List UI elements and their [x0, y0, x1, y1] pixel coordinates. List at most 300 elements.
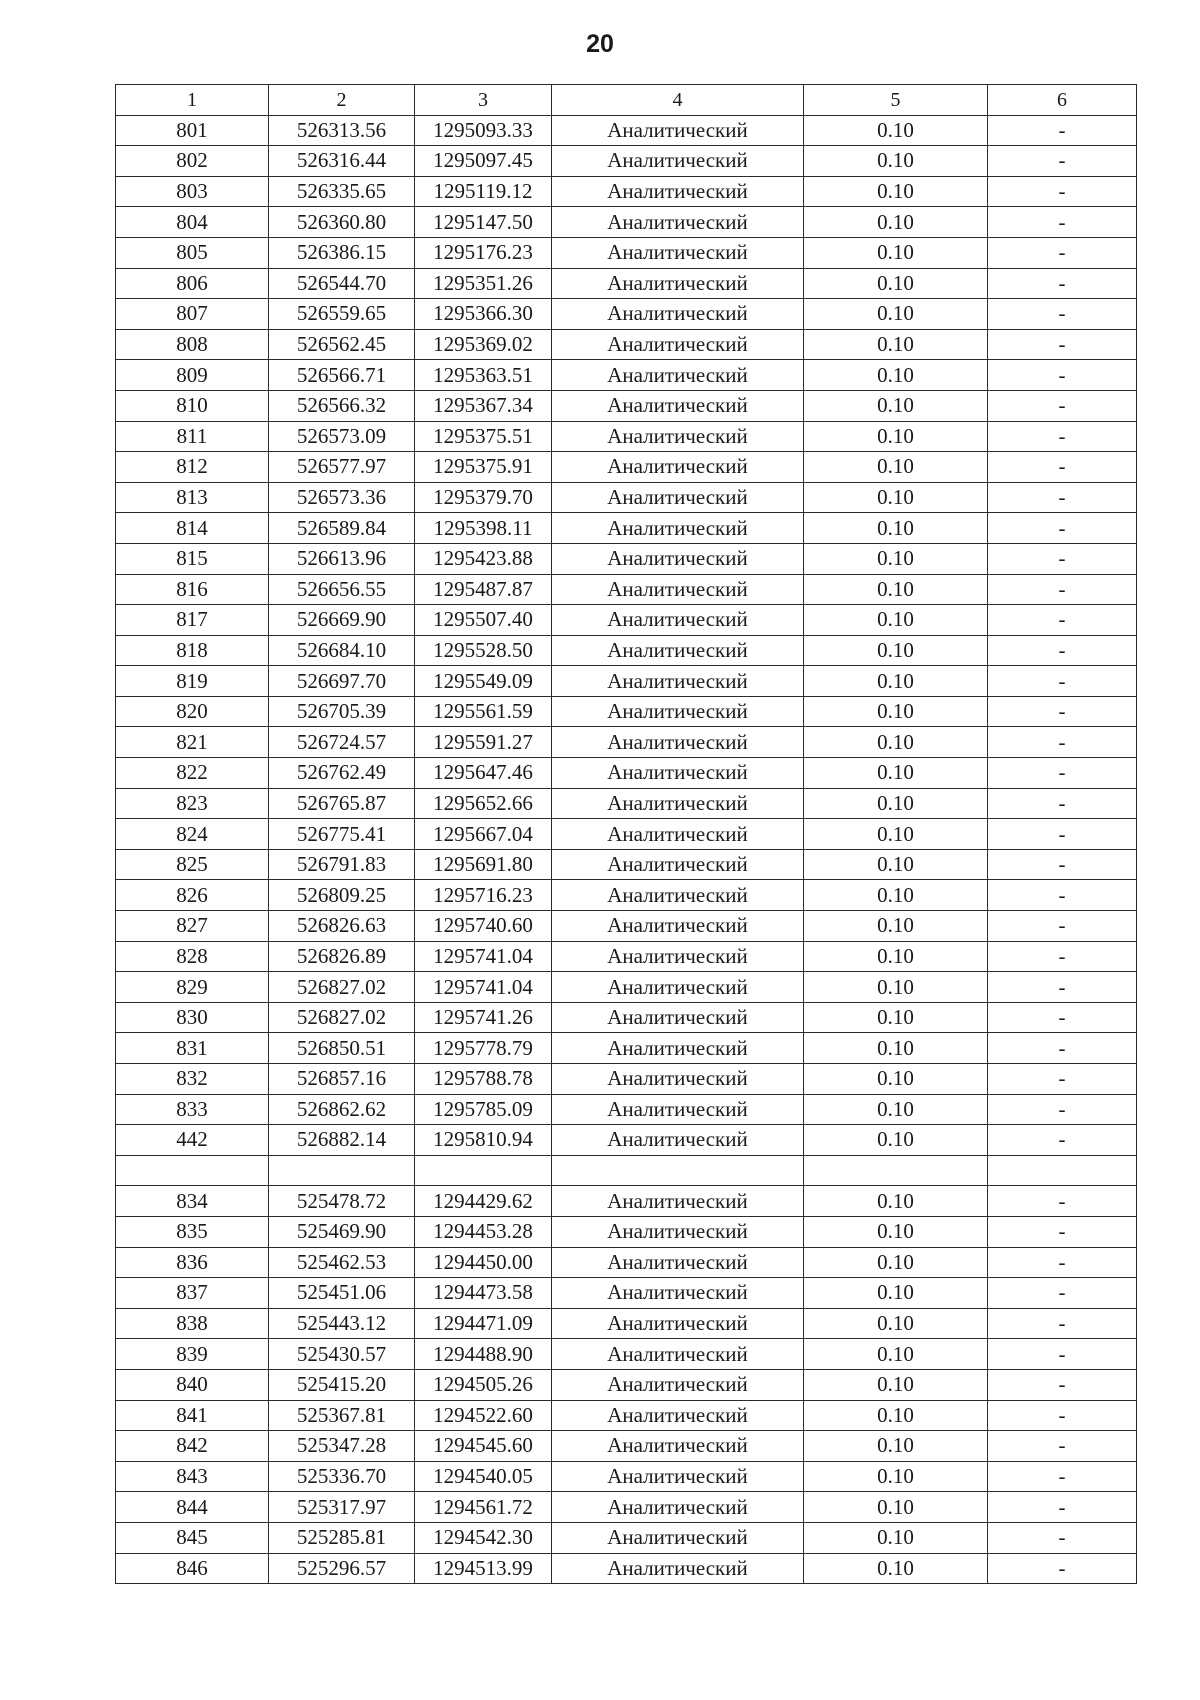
- x-coordinate-cell: 526562.45: [269, 329, 415, 360]
- table-row: [116, 543, 1137, 574]
- method-cell: Аналитический: [552, 788, 804, 819]
- table-row: [116, 1400, 1137, 1431]
- point-number-cell: 811: [116, 421, 269, 452]
- table-row: [116, 1155, 1137, 1186]
- y-coordinate-cell: 1294545.60: [415, 1431, 552, 1462]
- point-number-cell: 803: [116, 176, 269, 207]
- accuracy-cell: 0.10: [804, 482, 988, 513]
- note-cell: -: [988, 635, 1137, 666]
- note-cell: -: [988, 1278, 1137, 1309]
- note-cell: -: [988, 1125, 1137, 1156]
- x-coordinate-cell: 526882.14: [269, 1125, 415, 1156]
- y-coordinate-cell: 1295507.40: [415, 605, 552, 636]
- point-number-cell: 837: [116, 1278, 269, 1309]
- table-row: [116, 207, 1137, 238]
- column-header: 3: [415, 85, 552, 116]
- point-number-cell: 809: [116, 360, 269, 391]
- method-cell: Аналитический: [552, 452, 804, 483]
- method-cell: Аналитический: [552, 696, 804, 727]
- y-coordinate-cell: 1295561.59: [415, 696, 552, 727]
- note-cell: -: [988, 911, 1137, 942]
- note-cell: -: [988, 1094, 1137, 1125]
- table-row: [116, 941, 1137, 972]
- x-coordinate-cell: 526613.96: [269, 543, 415, 574]
- method-cell: Аналитический: [552, 482, 804, 513]
- table-row: [116, 635, 1137, 666]
- method-cell: Аналитический: [552, 1064, 804, 1095]
- x-coordinate-cell: 526850.51: [269, 1033, 415, 1064]
- note-cell: -: [988, 1308, 1137, 1339]
- y-coordinate-cell: 1295375.51: [415, 421, 552, 452]
- note-cell: -: [988, 421, 1137, 452]
- table-row: [116, 758, 1137, 789]
- table-row: [116, 1461, 1137, 1492]
- point-number-cell: 839: [116, 1339, 269, 1370]
- table-row: [116, 421, 1137, 452]
- accuracy-cell: 0.10: [804, 329, 988, 360]
- y-coordinate-cell: 1294540.05: [415, 1461, 552, 1492]
- accuracy-cell: 0.10: [804, 1278, 988, 1309]
- method-cell: Аналитический: [552, 1094, 804, 1125]
- note-cell: -: [988, 1431, 1137, 1462]
- method-cell: Аналитический: [552, 1033, 804, 1064]
- x-coordinate-cell: 526656.55: [269, 574, 415, 605]
- accuracy-cell: 0.10: [804, 1094, 988, 1125]
- x-coordinate-cell: 525415.20: [269, 1369, 415, 1400]
- point-number-cell: 816: [116, 574, 269, 605]
- accuracy-cell: 0.10: [804, 1431, 988, 1462]
- y-coordinate-cell: 1295741.26: [415, 1002, 552, 1033]
- note-cell: [988, 1155, 1137, 1186]
- point-number-cell: 833: [116, 1094, 269, 1125]
- y-coordinate-cell: 1295716.23: [415, 880, 552, 911]
- x-coordinate-cell: 526559.65: [269, 299, 415, 330]
- note-cell: -: [988, 360, 1137, 391]
- y-coordinate-cell: 1295778.79: [415, 1033, 552, 1064]
- y-coordinate-cell: 1294522.60: [415, 1400, 552, 1431]
- accuracy-cell: 0.10: [804, 1308, 988, 1339]
- note-cell: -: [988, 727, 1137, 758]
- x-coordinate-cell: 526573.09: [269, 421, 415, 452]
- accuracy-cell: 0.10: [804, 941, 988, 972]
- point-number-cell: 826: [116, 880, 269, 911]
- note-cell: -: [988, 819, 1137, 850]
- x-coordinate-cell: 525451.06: [269, 1278, 415, 1309]
- method-cell: Аналитический: [552, 819, 804, 850]
- table-row: [116, 176, 1137, 207]
- x-coordinate-cell: 525347.28: [269, 1431, 415, 1462]
- table-row: [116, 1094, 1137, 1125]
- note-cell: -: [988, 268, 1137, 299]
- accuracy-cell: 0.10: [804, 237, 988, 268]
- accuracy-cell: 0.10: [804, 788, 988, 819]
- method-cell: Аналитический: [552, 972, 804, 1003]
- column-header: 5: [804, 85, 988, 116]
- x-coordinate-cell: 526566.32: [269, 390, 415, 421]
- x-coordinate-cell: 526684.10: [269, 635, 415, 666]
- accuracy-cell: 0.10: [804, 1002, 988, 1033]
- accuracy-cell: 0.10: [804, 146, 988, 177]
- point-number-cell: 846: [116, 1553, 269, 1584]
- x-coordinate-cell: 526360.80: [269, 207, 415, 238]
- method-cell: Аналитический: [552, 880, 804, 911]
- x-coordinate-cell: 525296.57: [269, 1553, 415, 1584]
- point-number-cell: 814: [116, 513, 269, 544]
- y-coordinate-cell: 1295549.09: [415, 666, 552, 697]
- method-cell: [552, 1155, 804, 1186]
- note-cell: -: [988, 299, 1137, 330]
- page-number: 20: [586, 30, 614, 58]
- x-coordinate-cell: 526697.70: [269, 666, 415, 697]
- x-coordinate-cell: 526335.65: [269, 176, 415, 207]
- method-cell: Аналитический: [552, 176, 804, 207]
- method-cell: Аналитический: [552, 941, 804, 972]
- accuracy-cell: 0.10: [804, 1216, 988, 1247]
- point-number-cell: 807: [116, 299, 269, 330]
- x-coordinate-cell: 526826.89: [269, 941, 415, 972]
- note-cell: -: [988, 482, 1137, 513]
- table-row: [116, 1431, 1137, 1462]
- accuracy-cell: 0.10: [804, 1461, 988, 1492]
- method-cell: Аналитический: [552, 911, 804, 942]
- table-row: [116, 972, 1137, 1003]
- table-row: [116, 1247, 1137, 1278]
- point-number-cell: 817: [116, 605, 269, 636]
- y-coordinate-cell: 1295093.33: [415, 115, 552, 146]
- table-row: [116, 452, 1137, 483]
- note-cell: -: [988, 605, 1137, 636]
- accuracy-cell: 0.10: [804, 1400, 988, 1431]
- method-cell: Аналитический: [552, 329, 804, 360]
- point-number-cell: 801: [116, 115, 269, 146]
- note-cell: -: [988, 758, 1137, 789]
- method-cell: Аналитический: [552, 360, 804, 391]
- accuracy-cell: 0.10: [804, 360, 988, 391]
- accuracy-cell: 0.10: [804, 1186, 988, 1217]
- point-number-cell: 829: [116, 972, 269, 1003]
- table-row: [116, 268, 1137, 299]
- accuracy-cell: 0.10: [804, 1125, 988, 1156]
- x-coordinate-cell: 526724.57: [269, 727, 415, 758]
- y-coordinate-cell: 1295741.04: [415, 941, 552, 972]
- point-number-cell: 806: [116, 268, 269, 299]
- y-coordinate-cell: 1295097.45: [415, 146, 552, 177]
- x-coordinate-cell: 525336.70: [269, 1461, 415, 1492]
- table-row: [116, 849, 1137, 880]
- point-number-cell: 820: [116, 696, 269, 727]
- x-coordinate-cell: 526826.63: [269, 911, 415, 942]
- x-coordinate-cell: 526316.44: [269, 146, 415, 177]
- coordinates-table: [115, 84, 1137, 1584]
- accuracy-cell: 0.10: [804, 176, 988, 207]
- table-row: [116, 482, 1137, 513]
- accuracy-cell: 0.10: [804, 972, 988, 1003]
- x-coordinate-cell: 525462.53: [269, 1247, 415, 1278]
- note-cell: -: [988, 1216, 1137, 1247]
- point-number-cell: 804: [116, 207, 269, 238]
- y-coordinate-cell: 1295487.87: [415, 574, 552, 605]
- point-number-cell: 827: [116, 911, 269, 942]
- point-number-cell: 832: [116, 1064, 269, 1095]
- method-cell: Аналитический: [552, 421, 804, 452]
- table-row: [116, 237, 1137, 268]
- x-coordinate-cell: 526386.15: [269, 237, 415, 268]
- accuracy-cell: 0.10: [804, 727, 988, 758]
- point-number-cell: 810: [116, 390, 269, 421]
- x-coordinate-cell: 526827.02: [269, 972, 415, 1003]
- accuracy-cell: 0.10: [804, 1522, 988, 1553]
- accuracy-cell: 0.10: [804, 390, 988, 421]
- point-number-cell: 828: [116, 941, 269, 972]
- accuracy-cell: 0.10: [804, 635, 988, 666]
- point-number-cell: 813: [116, 482, 269, 513]
- x-coordinate-cell: 526775.41: [269, 819, 415, 850]
- point-number-cell: 802: [116, 146, 269, 177]
- x-coordinate-cell: 526857.16: [269, 1064, 415, 1095]
- x-coordinate-cell: 525443.12: [269, 1308, 415, 1339]
- method-cell: Аналитический: [552, 758, 804, 789]
- y-coordinate-cell: 1295379.70: [415, 482, 552, 513]
- note-cell: -: [988, 696, 1137, 727]
- point-number-cell: 815: [116, 543, 269, 574]
- x-coordinate-cell: 526313.56: [269, 115, 415, 146]
- accuracy-cell: 0.10: [804, 452, 988, 483]
- y-coordinate-cell: 1295366.30: [415, 299, 552, 330]
- accuracy-cell: 0.10: [804, 513, 988, 544]
- accuracy-cell: 0.10: [804, 1339, 988, 1370]
- point-number-cell: 838: [116, 1308, 269, 1339]
- accuracy-cell: 0.10: [804, 1033, 988, 1064]
- point-number-cell: 840: [116, 1369, 269, 1400]
- method-cell: Аналитический: [552, 1186, 804, 1217]
- point-number-cell: 822: [116, 758, 269, 789]
- y-coordinate-cell: 1294473.58: [415, 1278, 552, 1309]
- method-cell: Аналитический: [552, 727, 804, 758]
- method-cell: Аналитический: [552, 849, 804, 880]
- y-coordinate-cell: 1295741.04: [415, 972, 552, 1003]
- note-cell: -: [988, 1522, 1137, 1553]
- table-row: [116, 1339, 1137, 1370]
- y-coordinate-cell: 1295788.78: [415, 1064, 552, 1095]
- method-cell: Аналитический: [552, 1308, 804, 1339]
- method-cell: Аналитический: [552, 390, 804, 421]
- note-cell: -: [988, 574, 1137, 605]
- point-number-cell: 825: [116, 849, 269, 880]
- column-header: 2: [269, 85, 415, 116]
- table-row: [116, 666, 1137, 697]
- method-cell: Аналитический: [552, 1278, 804, 1309]
- table-row: [116, 1308, 1137, 1339]
- y-coordinate-cell: 1295785.09: [415, 1094, 552, 1125]
- point-number-cell: 805: [116, 237, 269, 268]
- y-coordinate-cell: 1295647.46: [415, 758, 552, 789]
- y-coordinate-cell: 1295367.34: [415, 390, 552, 421]
- column-header: 4: [552, 85, 804, 116]
- method-cell: Аналитический: [552, 1125, 804, 1156]
- x-coordinate-cell: 525367.81: [269, 1400, 415, 1431]
- point-number-cell: 808: [116, 329, 269, 360]
- method-cell: Аналитический: [552, 666, 804, 697]
- table-row: [116, 1064, 1137, 1095]
- table-row: [116, 880, 1137, 911]
- method-cell: Аналитический: [552, 1431, 804, 1462]
- y-coordinate-cell: 1294471.09: [415, 1308, 552, 1339]
- y-coordinate-cell: 1294453.28: [415, 1216, 552, 1247]
- x-coordinate-cell: 525478.72: [269, 1186, 415, 1217]
- x-coordinate-cell: 526791.83: [269, 849, 415, 880]
- y-coordinate-cell: 1294429.62: [415, 1186, 552, 1217]
- y-coordinate-cell: [415, 1155, 552, 1186]
- note-cell: -: [988, 972, 1137, 1003]
- y-coordinate-cell: 1294542.30: [415, 1522, 552, 1553]
- method-cell: Аналитический: [552, 1492, 804, 1523]
- point-number-cell: 845: [116, 1522, 269, 1553]
- note-cell: -: [988, 1400, 1137, 1431]
- point-number-cell: 824: [116, 819, 269, 850]
- x-coordinate-cell: 525285.81: [269, 1522, 415, 1553]
- method-cell: Аналитический: [552, 1522, 804, 1553]
- accuracy-cell: 0.10: [804, 605, 988, 636]
- point-number-cell: 835: [116, 1216, 269, 1247]
- point-number-cell: 843: [116, 1461, 269, 1492]
- point-number-cell: 836: [116, 1247, 269, 1278]
- accuracy-cell: 0.10: [804, 207, 988, 238]
- accuracy-cell: 0.10: [804, 1369, 988, 1400]
- note-cell: -: [988, 1461, 1137, 1492]
- note-cell: -: [988, 880, 1137, 911]
- table-row: [116, 1002, 1137, 1033]
- point-number-cell: 821: [116, 727, 269, 758]
- column-header: 1: [116, 85, 269, 116]
- note-cell: -: [988, 329, 1137, 360]
- x-coordinate-cell: 525317.97: [269, 1492, 415, 1523]
- header-row: [116, 85, 1137, 116]
- method-cell: Аналитический: [552, 237, 804, 268]
- x-coordinate-cell: 525430.57: [269, 1339, 415, 1370]
- table-row: [116, 727, 1137, 758]
- method-cell: Аналитический: [552, 1216, 804, 1247]
- x-coordinate-cell: 526577.97: [269, 452, 415, 483]
- note-cell: -: [988, 543, 1137, 574]
- table-row: [116, 605, 1137, 636]
- method-cell: Аналитический: [552, 207, 804, 238]
- method-cell: Аналитический: [552, 635, 804, 666]
- method-cell: Аналитический: [552, 299, 804, 330]
- accuracy-cell: 0.10: [804, 819, 988, 850]
- table-row: [116, 513, 1137, 544]
- point-number-cell: 834: [116, 1186, 269, 1217]
- table-body: [116, 115, 1137, 1584]
- y-coordinate-cell: 1294488.90: [415, 1339, 552, 1370]
- note-cell: -: [988, 1064, 1137, 1095]
- y-coordinate-cell: 1294505.26: [415, 1369, 552, 1400]
- note-cell: -: [988, 1186, 1137, 1217]
- note-cell: -: [988, 1033, 1137, 1064]
- accuracy-cell: 0.10: [804, 421, 988, 452]
- method-cell: Аналитический: [552, 1553, 804, 1584]
- point-number-cell: 819: [116, 666, 269, 697]
- accuracy-cell: 0.10: [804, 696, 988, 727]
- note-cell: -: [988, 452, 1137, 483]
- x-coordinate-cell: 526762.49: [269, 758, 415, 789]
- note-cell: -: [988, 513, 1137, 544]
- note-cell: -: [988, 849, 1137, 880]
- table-row: [116, 360, 1137, 391]
- method-cell: Аналитический: [552, 1247, 804, 1278]
- method-cell: Аналитический: [552, 605, 804, 636]
- accuracy-cell: [804, 1155, 988, 1186]
- y-coordinate-cell: 1295667.04: [415, 819, 552, 850]
- accuracy-cell: 0.10: [804, 758, 988, 789]
- y-coordinate-cell: 1295423.88: [415, 543, 552, 574]
- note-cell: -: [988, 176, 1137, 207]
- accuracy-cell: 0.10: [804, 574, 988, 605]
- accuracy-cell: 0.10: [804, 268, 988, 299]
- table-row: [116, 1033, 1137, 1064]
- y-coordinate-cell: 1294450.00: [415, 1247, 552, 1278]
- x-coordinate-cell: 526566.71: [269, 360, 415, 391]
- method-cell: Аналитический: [552, 268, 804, 299]
- x-coordinate-cell: 526669.90: [269, 605, 415, 636]
- table-row: [116, 1186, 1137, 1217]
- note-cell: -: [988, 207, 1137, 238]
- accuracy-cell: 0.10: [804, 115, 988, 146]
- method-cell: Аналитический: [552, 1002, 804, 1033]
- method-cell: Аналитический: [552, 574, 804, 605]
- note-cell: -: [988, 1002, 1137, 1033]
- note-cell: -: [988, 1492, 1137, 1523]
- table-row: [116, 1125, 1137, 1156]
- accuracy-cell: 0.10: [804, 299, 988, 330]
- point-number-cell: 844: [116, 1492, 269, 1523]
- accuracy-cell: 0.10: [804, 911, 988, 942]
- method-cell: Аналитический: [552, 1369, 804, 1400]
- note-cell: -: [988, 237, 1137, 268]
- y-coordinate-cell: 1295119.12: [415, 176, 552, 207]
- table-row: [116, 788, 1137, 819]
- accuracy-cell: 0.10: [804, 1553, 988, 1584]
- table-row: [116, 696, 1137, 727]
- x-coordinate-cell: 526705.39: [269, 696, 415, 727]
- x-coordinate-cell: 526827.02: [269, 1002, 415, 1033]
- table-row: [116, 329, 1137, 360]
- table-row: [116, 1553, 1137, 1584]
- note-cell: -: [988, 390, 1137, 421]
- y-coordinate-cell: 1295176.23: [415, 237, 552, 268]
- table-row: [116, 1216, 1137, 1247]
- table-row: [116, 146, 1137, 177]
- method-cell: Аналитический: [552, 513, 804, 544]
- y-coordinate-cell: 1294513.99: [415, 1553, 552, 1584]
- method-cell: Аналитический: [552, 1461, 804, 1492]
- method-cell: Аналитический: [552, 1339, 804, 1370]
- y-coordinate-cell: 1295363.51: [415, 360, 552, 391]
- point-number-cell: 812: [116, 452, 269, 483]
- x-coordinate-cell: 525469.90: [269, 1216, 415, 1247]
- x-coordinate-cell: 526765.87: [269, 788, 415, 819]
- y-coordinate-cell: 1295691.80: [415, 849, 552, 880]
- note-cell: -: [988, 1339, 1137, 1370]
- x-coordinate-cell: 526809.25: [269, 880, 415, 911]
- y-coordinate-cell: 1295351.26: [415, 268, 552, 299]
- y-coordinate-cell: 1295398.11: [415, 513, 552, 544]
- accuracy-cell: 0.10: [804, 1492, 988, 1523]
- y-coordinate-cell: 1295591.27: [415, 727, 552, 758]
- method-cell: Аналитический: [552, 146, 804, 177]
- table-header: [116, 85, 1137, 116]
- point-number-cell: 841: [116, 1400, 269, 1431]
- method-cell: Аналитический: [552, 115, 804, 146]
